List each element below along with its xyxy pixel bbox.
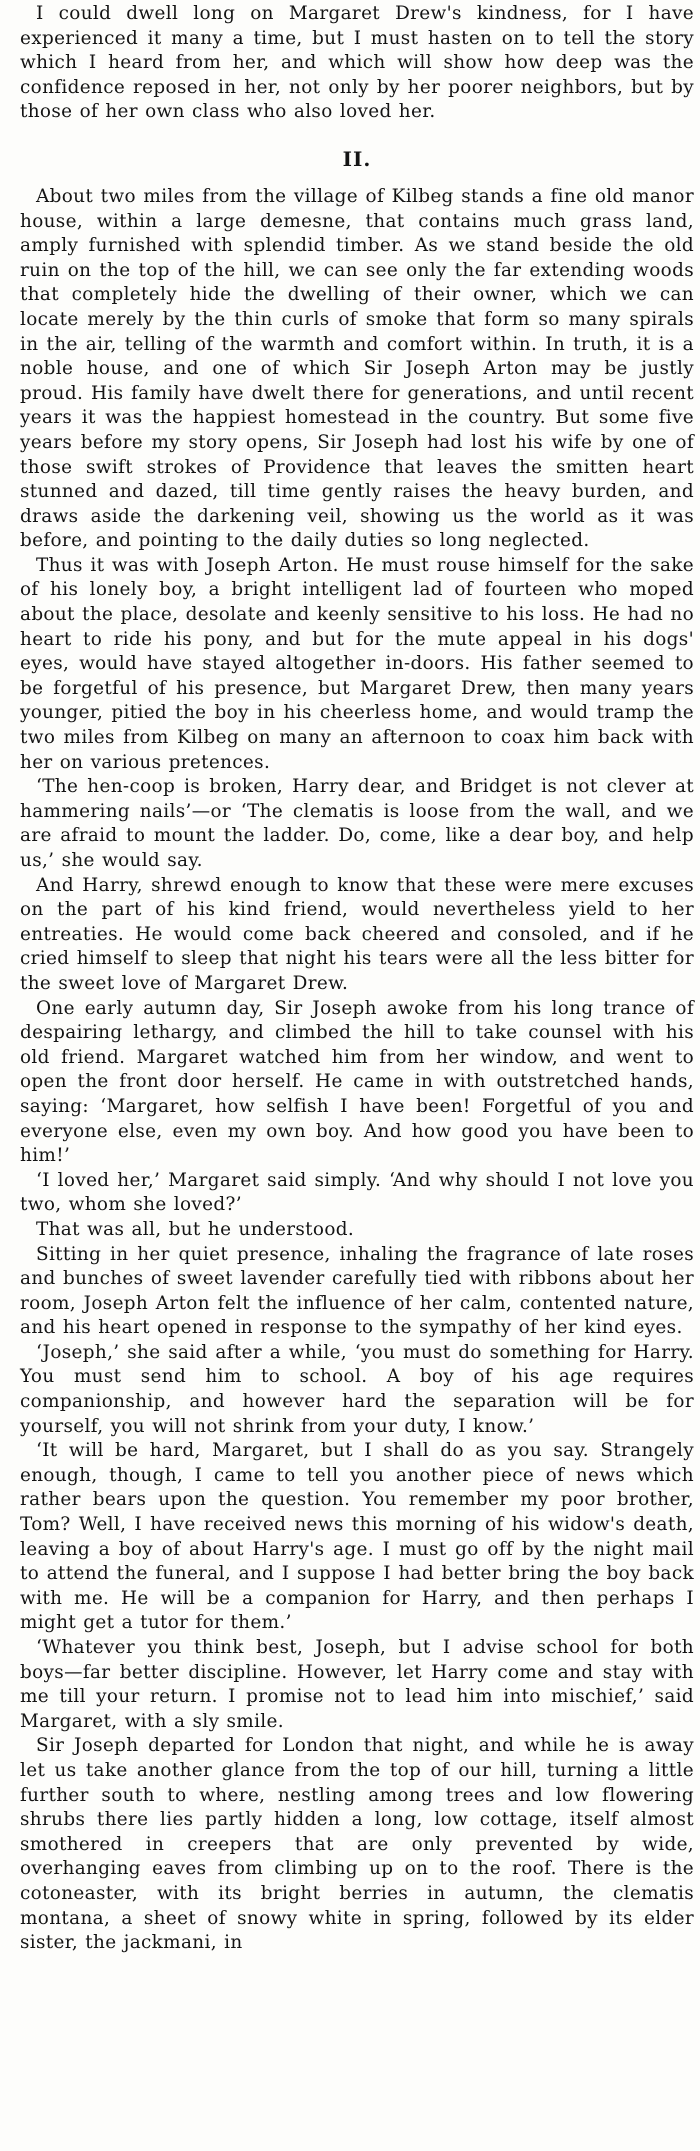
story-paragraph: And Harry, shrewd enough to know that these were mere excuses on the part of his kind friend, would nevertheless yield to her entreaties. He would come back cheered and consoled, and if he cried himself to sleep that night his tears were all the less bitter for the sweet love of Margaret Drew. [20,874,694,994]
story-paragraph: ‘Whatever you think best, Joseph, but I advise school for both boys—far better discipline. However, let Harry come and stay with me till your return. I promise not to lead him into mischief,’ said Margaret, with a sly smile. [20,1637,694,1732]
intro-paragraph: I could dwell long on Margaret Drew's kindness, for I have experienced it many a time, but I must hasten on to tell the story which I heard from her, and which will show how deep was the confidence reposed in her, not only by her poorer neighbors, but by those of her own class who also loved her. [20,3,694,123]
story-paragraph: ‘I loved her,’ Margaret said simply. ‘And why should I not love you two, whom she loved?’ [20,1169,694,1216]
story-paragraph: About two miles from the village of Kilbeg stands a fine old manor house, within a large demesne, that contains much grass land, amply furnished with splendid timber. As we stand beside the old ruin on the top of the hill, we can see only the far extending woods that completely hide the dwelling of their owner, which we can locate merely by the thin curls of smoke that form so many spirals in the air, telling of the warmth and comfort within. In truth, it is a noble house, and one of which Sir Joseph Arton may be justly proud. His family have dwelt there for generations, and until recent years it was the happiest homestead in the country. But some five years before my story opens, Sir Joseph had lost his wife by one of those swift strokes of Providence that leaves the smitten heart stunned and dazed, till time gently raises the heavy burden, and draws aside the darkening veil, showing us the world as it was before, and pointing to the daily duties so long neglected. [20,185,694,552]
story-paragraph: ‘Joseph,’ she said after a while, ‘you must do something for Harry. You must send him to school. A boy of his age requires companionship, and however hard the separation will be for yourself, you will not shrink from your duty, I know.’ [20,1341,694,1437]
story-paragraph: Sitting in her quiet presence, inhaling the fragrance of late roses and bunches of sweet lavender carefully tied with ribbons about her room, Joseph Arton felt the influence of her calm, contented nature, and his heart opened in response to the sympathy of her kind eyes. [20,1243,694,1339]
section-heading: II. [342,146,372,171]
story-paragraph: ‘The hen-coop is broken, Harry dear, and Bridget is not clever at hammering nails’—or ‘The clematis is loose from the wall, and we are afraid to mount the ladder. Do, come, like a dear boy, and help us,’ she would say. [20,776,694,871]
story-paragraph: One early autumn day, Sir Joseph awoke from his long trance of despairing lethargy, and climbed the hill to take counsel with his old friend. Margaret watched him from her window, and went to open the front door herself. He came in with outstretched hands, saying: ‘Margaret, how selfish I have been! Forgetful of you and everyone else, even my own boy. And how good you have been to him!’ [20,997,694,1167]
story-paragraph: Sir Joseph departed for London that night, and while he is away let us take another glance from the top of our hill, turning a little further south to where, nestling among trees and low flowering shrubs there lies partly hidden a long, low cottage, itself almost smothered in creepers that are only prevented by wide, overhanging eaves from climbing up on to the roof. There is the cotoneaster, with its bright berries in autumn, the clematis montana, a sheet of snowy white in spring, followed by its elder sister, the jackmani, in [20,1735,694,1954]
story-paragraph: That was all, but he understood. [36,1218,355,1240]
story-paragraph: Thus it was with Joseph Arton. He must rouse himself for the sake of his lonely boy, a bright intelligent lad of fourteen who moped about the place, desolate and keenly sensitive to his loss. He had no heart to ride his pony, and but for the mute appeal in his dogs' eyes, would have stayed altogether in-doors. His father seemed to be forgetful of his presence, but Margaret Drew, then many years younger, pitied the boy in his cheerless home, and would tramp the two miles from Kilbeg on many an afternoon to coax him back with her on various pretences. [20,554,694,773]
story-paragraph: ‘It will be hard, Margaret, but I shall do as you say. Strangely enough, though, I came to tell you another piece of news which rather bears upon the question. You remember my poor brother, Tom? Well, I have received news this morning of his widow's death, leaving a boy of about Harry's age. I must go off by the night mail to attend the funeral, and I suppose I had better bring the boy back with me. He will be a companion for Harry, and then perhaps I might get a tutor for them.’ [20,1440,694,1634]
